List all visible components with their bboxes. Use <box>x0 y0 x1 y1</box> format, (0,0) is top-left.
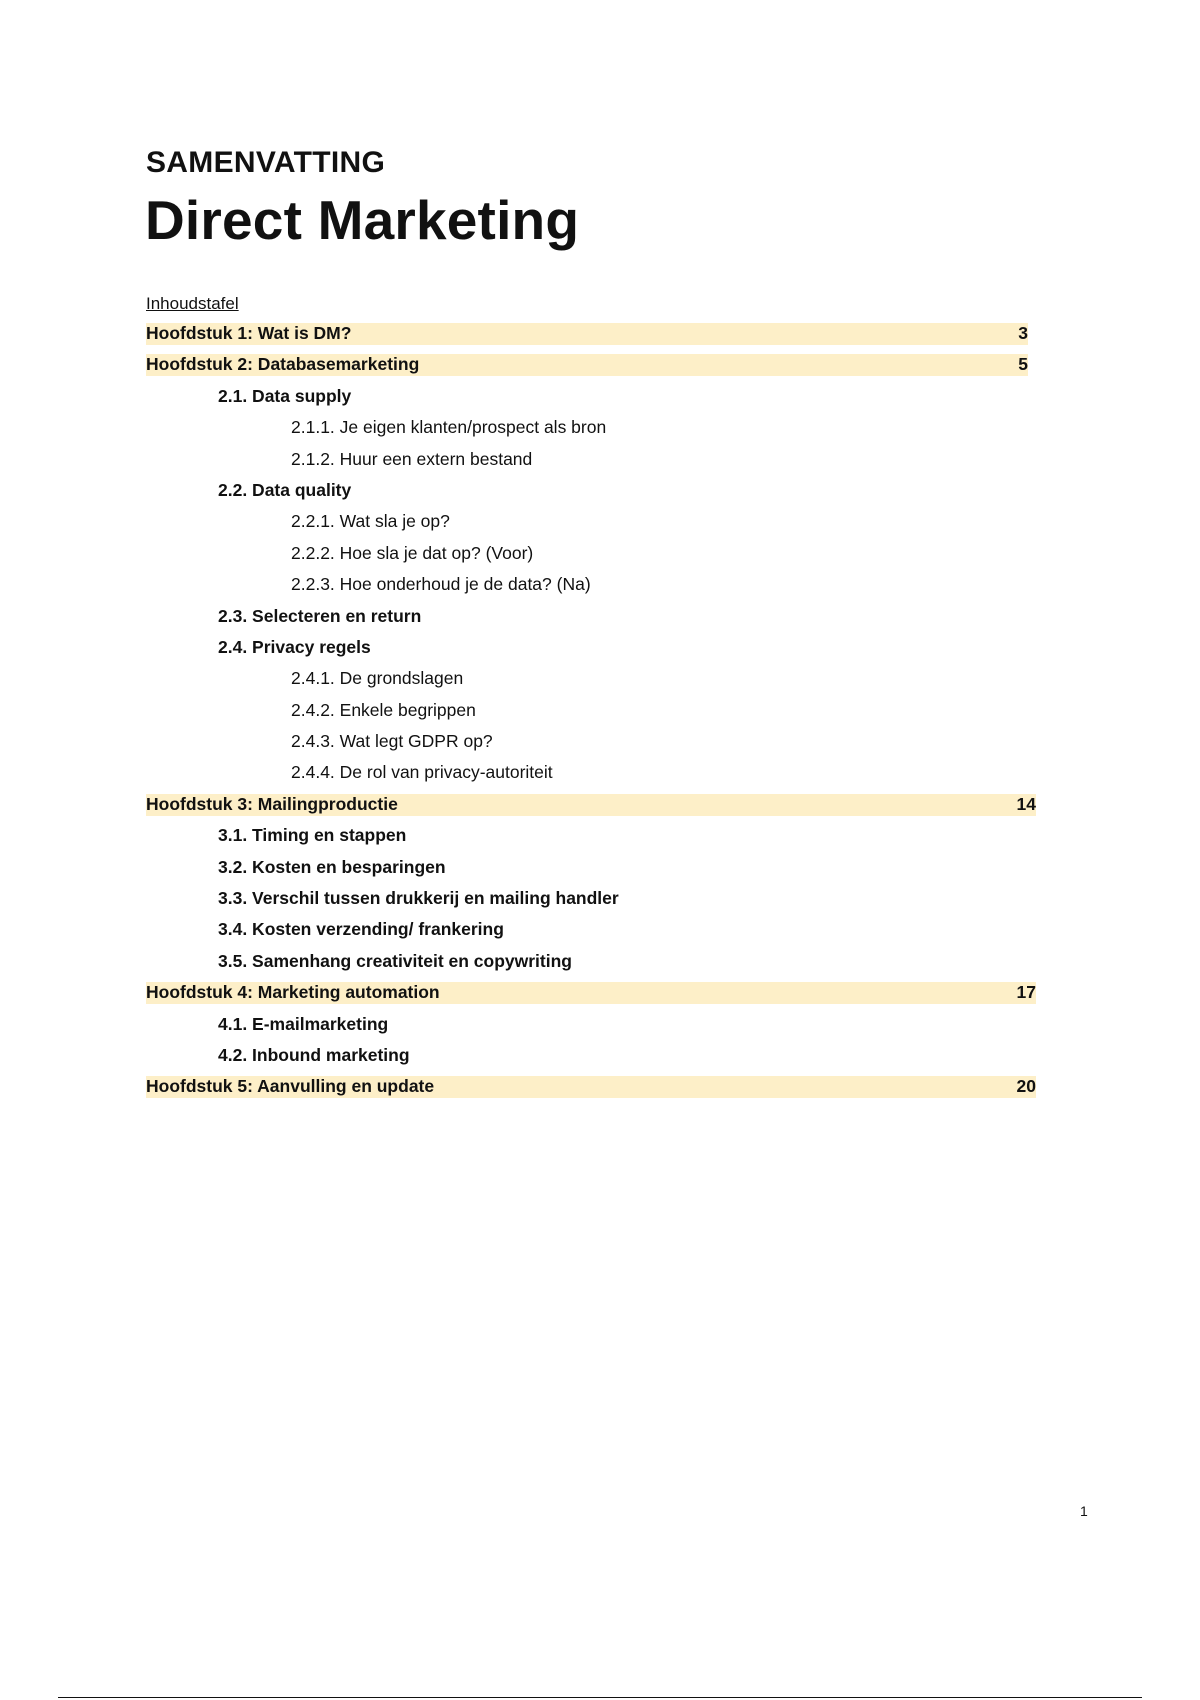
toc-subsection[interactable] <box>146 444 1036 475</box>
footer-divider <box>58 1697 1142 1698</box>
toc-chapter-1[interactable] <box>146 318 1036 349</box>
toc-section[interactable] <box>146 820 1036 851</box>
document-kicker: SAMENVATTING <box>146 146 386 179</box>
toc-section[interactable] <box>146 1009 1036 1040</box>
toc-entry-label: 2.2.3. Hoe onderhoud je de data? (Na) <box>291 574 591 595</box>
toc-entry-label: 2.3. Selecteren en return <box>218 605 422 626</box>
toc-section[interactable] <box>146 1040 1036 1071</box>
toc-chapter-4[interactable] <box>146 977 1036 1008</box>
toc-section[interactable] <box>146 914 1036 945</box>
toc-entry-label: 2.1.2. Huur een extern bestand <box>291 448 533 469</box>
toc-section[interactable] <box>146 475 1036 506</box>
toc-entry-label: 2.4.4. De rol van privacy-autoriteit <box>291 762 553 783</box>
toc-subsection[interactable] <box>146 757 1036 788</box>
toc-section[interactable] <box>146 946 1036 977</box>
toc-entry-label: Hoofdstuk 2: Databasemarketing <box>146 354 420 375</box>
toc-entry-label: 2.2. Data quality <box>218 479 352 500</box>
toc-entry-label: Hoofdstuk 5: Aanvulling en update <box>146 1076 435 1097</box>
toc-page-number: 5 <box>1018 354 1028 375</box>
toc-page-number: 14 <box>1016 793 1036 814</box>
toc-subsection[interactable] <box>146 538 1036 569</box>
toc-entry-label: 2.2.1. Wat sla je op? <box>291 511 450 532</box>
page-number: 1 <box>1080 1503 1088 1519</box>
toc-entry-label: 3.1. Timing en stappen <box>218 825 407 846</box>
toc-section[interactable] <box>146 632 1036 663</box>
toc-page-number: 3 <box>1018 323 1028 343</box>
toc-chapter-2[interactable] <box>146 349 1036 380</box>
toc-chapter-3[interactable] <box>146 789 1036 820</box>
toc-entry-label: 2.4.3. Wat legt GDPR op? <box>291 731 493 752</box>
toc-subsection[interactable] <box>146 695 1036 726</box>
toc-page-number: 20 <box>1016 1076 1036 1097</box>
toc-section[interactable] <box>146 601 1036 632</box>
table-of-contents <box>146 318 1036 1103</box>
toc-subsection[interactable] <box>146 726 1036 757</box>
toc-entry-label: Hoofdstuk 4: Marketing automation <box>146 982 440 1003</box>
toc-entry-label: 3.3. Verschil tussen drukkerij en mailing handler <box>218 888 619 909</box>
toc-entry-label: 2.1.1. Je eigen klanten/prospect als bron <box>291 417 607 438</box>
toc-entry-label: 2.4. Privacy regels <box>218 636 371 657</box>
toc-section[interactable] <box>146 883 1036 914</box>
toc-subsection[interactable] <box>146 506 1036 537</box>
toc-entry-label: 3.5. Samenhang creativiteit en copywriting <box>218 950 572 971</box>
toc-entry-label: 3.4. Kosten verzending/ frankering <box>218 919 504 940</box>
toc-heading: Inhoudstafel <box>146 294 239 313</box>
toc-entry-label: Hoofdstuk 3: Mailingproductie <box>146 793 398 814</box>
toc-subsection[interactable] <box>146 569 1036 600</box>
toc-section[interactable] <box>146 381 1036 412</box>
toc-entry-label: 2.2.2. Hoe sla je dat op? (Voor) <box>291 542 534 563</box>
toc-chapter-5[interactable] <box>146 1071 1036 1102</box>
toc-entry-label: 4.2. Inbound marketing <box>218 1044 410 1065</box>
toc-entry-label: 2.4.2. Enkele begrippen <box>291 699 476 720</box>
toc-section[interactable] <box>146 852 1036 883</box>
toc-entry-label: 2.1. Data supply <box>218 385 352 406</box>
toc-subsection[interactable] <box>146 663 1036 694</box>
toc-page-number: 17 <box>1016 982 1036 1003</box>
toc-entry-label: 4.1. E-mailmarketing <box>218 1013 389 1034</box>
toc-entry-label: Hoofdstuk 1: Wat is DM? <box>146 323 352 343</box>
toc-subsection[interactable] <box>146 412 1036 443</box>
toc-entry-label: 3.2. Kosten en besparingen <box>218 856 446 877</box>
toc-entry-label: 2.4.1. De grondslagen <box>291 668 464 689</box>
document-title: Direct Marketing <box>145 189 580 251</box>
